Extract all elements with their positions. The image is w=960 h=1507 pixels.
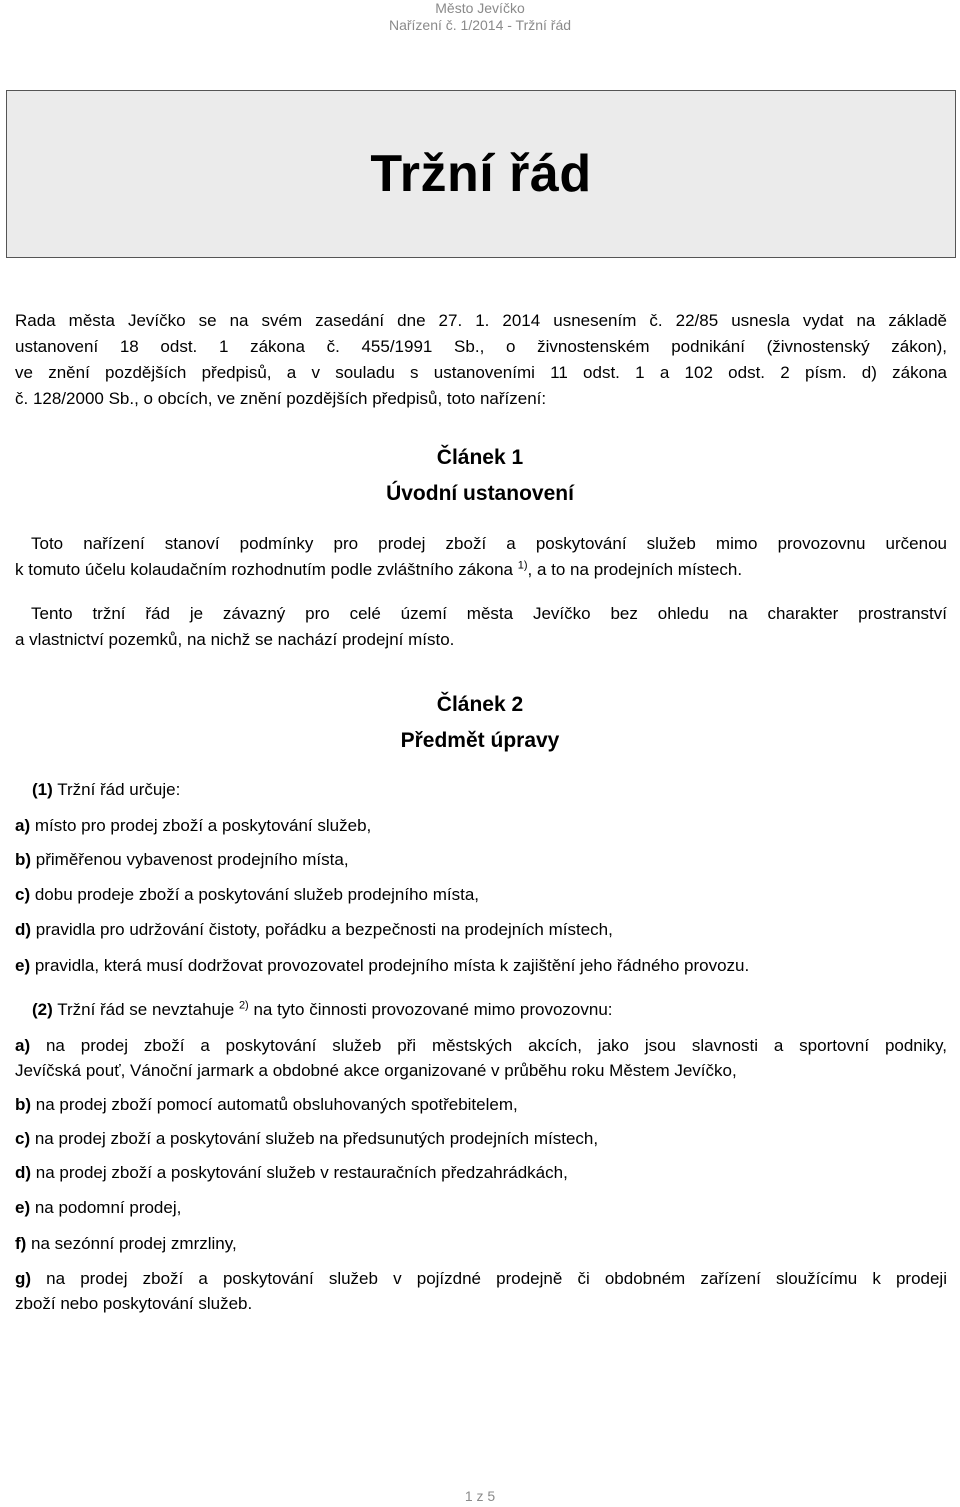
article1-p1-line1: Toto nařízení stanoví podmínky pro prodej zboží a poskytování služeb mimo provozovnu určenou [31,534,947,553]
article1-paragraph1 [15,531,947,583]
section1-intro: (1) Tržní řád určuje: [32,780,181,799]
list-item: a) na prodej zboží a poskytování služeb při městských akcích, jako jsou slavnosti a sportovní podniky, Jevíčská pouť, Vánoční jarmark a obdobné akce organizované v průběhu roku Městem Jevíčko, [15,1036,947,1080]
title-box [6,90,956,258]
intro-line: č. 128/2000 Sb., o obcích, ve znění pozdějších předpisů, toto nařízení: [15,389,547,408]
list-item: e) na podomní prodej, [15,1198,182,1217]
document-title: Tržní řád [370,145,592,203]
header-document-ref: Nařízení č. 1/2014 - Tržní řád [388,17,572,33]
list-item: f) na sezónní prodej zmrzliny, [15,1234,237,1253]
intro-line: ustanovení 18 odst. 1 zákona č. 455/1991 Sb., o živnostenském podnikání (živnostenský zákon), [15,337,947,356]
article1-p2-line2: a vlastnictví pozemků, na nichž se nachází prodejní místo. [15,630,455,649]
list-item: b) na prodej zboží pomocí automatů obsluhovaných spotřebitelem, [15,1095,518,1114]
list-item: e) pravidla, která musí dodržovat provozovatel prodejního místa k zajištění jeho řádného provozu. [15,956,750,975]
page-number: 1 z 5 [464,1488,496,1504]
intro-paragraph [15,308,947,412]
article1-p1-line2: k tomuto účelu kolaudačním rozhodnutím podle zvláštního zákona $^{1)}$, a to na prodejních místech. [15,559,743,579]
footnote-ref-2: 2) [238,999,249,1012]
list-item: c) na prodej zboží a poskytování služeb na předsunutých prodejních místech, [15,1129,599,1148]
list-item: g) na prodej zboží a poskytování služeb v pojízdné prodejně či obdobném zařízení sloužícímu k prodeji zboží nebo poskytování služeb. [15,1269,947,1313]
list-item: b) přiměřenou vybavenost prodejního místa, [15,850,349,869]
footnote-ref-1: 1) [517,559,528,572]
article1-paragraph2 [15,601,947,653]
article1-p2-line1: Tento tržní řád je závazný pro celé území města Jevíčko bez ohledu na charakter prostranství [31,604,947,623]
header-municipality: Město Jevíčko [435,0,525,16]
article1-number: Článek 1 [436,446,524,469]
intro-line: ve znění pozdějších předpisů, a v souladu s ustanoveními 11 odst. 1 a 102 odst. 2 písm. d) zákona [15,363,947,382]
list-item: d) pravidla pro udržování čistoty, pořádku a bezpečnosti na prodejních místech, [15,920,613,939]
section2-intro: (2) Tržní řád se nevztahuje $^{2)}$ na tyto činnosti provozované mimo provozovnu: [32,999,613,1019]
intro-line: Rada města Jevíčko se na svém zasedání dne 27. 1. 2014 usnesením č. 22/85 usnesla vydat na základě [15,311,947,330]
article2-title: Předmět úpravy [400,729,560,752]
list-item: d) na prodej zboží a poskytování služeb v restauračních předzahrádkách, [15,1163,568,1182]
page-header [0,0,960,34]
article2-number: Článek 2 [436,693,524,716]
list-item: a) místo pro prodej zboží a poskytování služeb, [15,816,372,835]
article1-title: Úvodní ustanovení [386,482,574,505]
list-item: c) dobu prodeje zboží a poskytování služeb prodejního místa, [15,885,480,904]
